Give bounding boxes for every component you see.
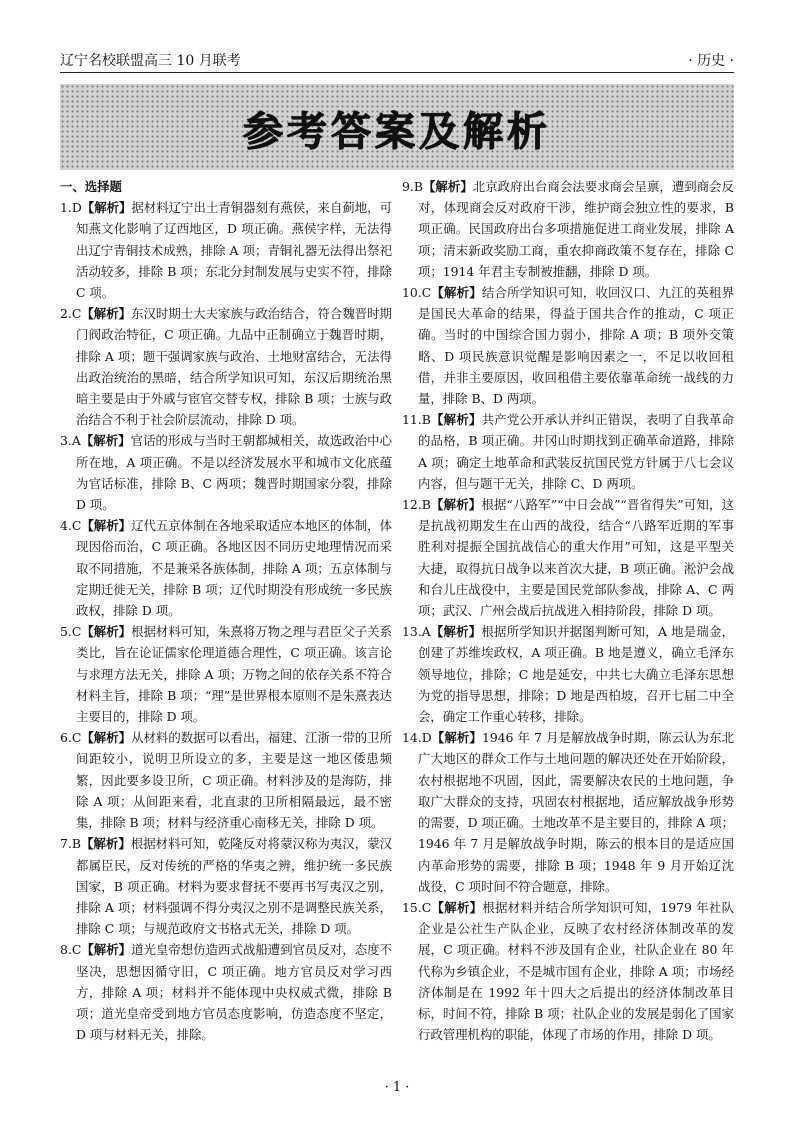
answer-item [402,897,734,1045]
answer-number: 8.C [60,942,82,958]
answer-text: 根据材料并结合所学知识可知，1979 年社队企业是公社生产队企业，反映了农村经济体制改革的发展，C 项正确。材料不涉及国有企业，社队企业在 80 年代称为乡镇企业，不是城市国有企业，排除 A 项；市场经济体制是在 1992 年十四大之后提出的经济体制改革目标，时间不符，排除 B 项；社队企业的发展是弱化了国家行政管理机构的职能，体现了市场的作用，排除 D 项。 [418,899,734,1043]
analysis-tag: 【解析】 [422,179,473,194]
answer-text: 辽代五京体制在各地采取适应本地区的体制，体现因俗而治，C 项正确。各地区因不同历史地理情况而采取不同措施，不是兼采各族体制，排除 A 项；五京体制与定期迁徙无关，排除 B 项；辽代时期没有形成统一多民族政权，排除 D 项。 [76,518,393,619]
answer-text: 从材料的数据可以看出，福建、江浙一带的卫所间距较小，说明卫所设立的多，主要是这一地区倭患频繁，因此要多设卫所，C 项正确。材料涉及的是海防，排除 A 项；从间距来看，北直隶的卫所相隔最远，最不密集，排除 B 项；材料与经济重心南移无关，排除 D 项。 [76,730,393,831]
answer-text: 东汉时期士大夫家族与政治结合，符合魏晋时期门阀政治特征，C 项正确。九品中正制确立于魏晋时期，排除 A 项；题干强调家族与政治、土地财富结合，无法得出政治统治的黑暗，结合所学知识可知，东汉后期统治黑暗主要是由于外戚与宦官交替专权，排除 B 项；士族与政治结合不利于社会阶层流动，排除 D 项。 [76,306,393,428]
answer-text: 据材料辽宁出土青铜器刻有燕侯，来自蓟地，可知燕文化影响了辽西地区，D 项正确。燕侯字样，无法得出辽宁青铜技术成熟，排除 A 项；青铜礼器无法得出祭祀活动较多，排除 B 项；东北分封制发展与史实不符，排除 C 项。 [76,200,392,301]
answer-number: 14.D [402,730,432,746]
answer-number: 9.B [402,179,423,194]
answer-item [60,621,392,727]
analysis-tag: 【解析】 [80,433,131,449]
answer-text: 共产党公开承认并纠正错误，表明了自我革命的品格，B 项正确。井冈山时期找到正确革命道路，排除 A 项；确定土地革命和武装反抗国民党方针属于八七会议内容，但与题干无关，排除 C、D 两项。 [418,412,735,491]
answer-number: 10.C [402,285,432,301]
answer-number: 6.C [60,730,82,746]
answer-number: 2.C [60,306,82,322]
analysis-tag: 【解析】 [81,942,132,958]
analysis-tag: 【解析】 [430,412,482,428]
answer-text: 根据“八路军”“中日会战”“晋省得失”可知，这是抗战初期发生在山西的战役，结合“八路军近期的军事胜利对提振全国抗战信心的重大作用”可知，这是平型关大捷，取得抗日战争以来首次大捷，B 项正确。淞沪会战和台儿庄战役中，主要是国民党部队参战，排除 A、C 两项；武汉、广州会战后抗战进入相持阶段，排除 D 项。 [418,497,734,619]
title-banner [60,84,734,170]
answer-text: 根据材料可知，朱熹将万物之理与君臣父子关系类比，旨在论证儒家伦理道德合理性，C 项正确。该言论与求理方法无关，排除 A 项；万物之间的依存关系不符合材料主旨，排除 B 项；“理”是世界根本原则不是朱熹表达主要目的，排除 D 项。 [76,624,393,725]
answer-item [402,282,734,409]
answer-text: 1946 年 7 月是解放战争时期，陈云认为东北广大地区的群众工作与土地问题的解决还处在开始阶段，农村根据地不巩固，因此，需要解决农民的土地问题，争取广大群众的支持，巩固农村根据地，适应解放战争形势的需要，D 项正确。土地改革不是主要目的，排除 A 项；1946 年 7 月是解放战争时期，陈云的根本目的是适应国内革命形势的需要，排除 B 项；1948 年 9 月开始辽沈战役，C 项时间不符合题意，排除。 [418,730,735,894]
answer-item [402,176,734,282]
answer-number: 7.B [60,836,81,852]
answer-item [402,727,734,897]
answer-item [60,939,392,1045]
answer-item [60,727,392,833]
analysis-tag: 【解析】 [80,836,131,852]
answer-item [402,409,734,494]
answer-number: 11.B [402,412,431,428]
answer-number: 1.D [60,200,82,216]
page-number: · 1 · [384,1080,410,1095]
section-title: 一、选择题 [60,179,122,194]
document-title: 参考答案及解析 [243,109,551,155]
analysis-tag: 【解析】 [81,518,132,534]
answer-number: 13.A [402,624,431,640]
answer-text: 道光皇帝想仿造西式战船遭到官员反对，态度不坚决，思想因循守旧，C 项正确。地方官员反对学习西方，排除 A 项；材料并不能体现中央权威式微，排除 B 项；道光皇帝受到地方官员态度影响，仿造态度不坚定，D 项与材料无关，排除。 [76,942,393,1043]
analysis-tag: 【解析】 [81,200,132,216]
analysis-tag: 【解析】 [430,497,482,513]
answer-item [60,303,392,430]
answer-item [402,621,734,727]
answer-item [60,430,392,515]
analysis-tag: 【解析】 [431,899,483,915]
analysis-tag: 【解析】 [430,624,482,640]
answer-number: 12.B [402,497,431,513]
analysis-tag: 【解析】 [431,730,482,746]
subject-label: · 历史 · [688,53,734,69]
answer-number: 15.C [402,899,432,915]
analysis-tag: 【解析】 [81,306,132,322]
answer-item [402,494,734,621]
exam-title: 辽宁名校联盟高三 10 月联考 [60,53,241,69]
answer-list-left [60,197,392,1045]
right-column [402,176,734,1045]
answer-number: 4.C [60,518,82,534]
answer-text: 官话的形成与当时王朝都城相关，故选政治中心所在地，A 项正确。不是以经济发展水平和城市文化底蕴为官话标准，排除 B、C 两项；魏晋时期国家分裂，排除 D 项。 [76,433,393,513]
page-header [60,48,734,73]
answer-list-right [402,176,734,1045]
analysis-tag: 【解析】 [81,624,132,640]
answer-text: 北京政府出台商会法要求商会呈禀，遭到商会反对，体现商会反对政府干涉，维护商会独立性的要求，B 项正确。民国政府出台多项措施促进工商业发展，排除 A 项；清末新政奖励工商，重农抑商政策不复存在，排除 C 项；1914 年君主专制被推翻，排除 D 项。 [418,179,735,279]
answer-text: 根据所学知识并据图判断可知，A 地是瑞金，创建了苏维埃政权，A 项正确。B 地是遵义，确立毛泽东领导地位，排除；C 地是延安，中共七大确立毛泽东思想为党的指导思想，排除；D 地是西柏坡，召开七届二中全会，确定工作重心转移，排除。 [418,624,734,725]
answer-item [60,197,392,303]
analysis-tag: 【解析】 [431,285,482,301]
left-column [60,176,392,1045]
analysis-tag: 【解析】 [81,730,132,746]
answer-number: 5.C [60,624,82,640]
answer-number: 3.A [60,433,81,449]
answer-item [60,515,392,621]
answer-item [60,833,392,939]
answer-text: 根据材料可知，乾隆反对将蒙汉称为夷汉，蒙汉都属臣民，反对传统的严格的华夷之辨，维护统一多民族国家，B 项正确。材料为要求督抚不要再书写夷汉之别，排除 A 项；材料强调不得分夷汉之别不是调整民族关系，排除 C 项；与规范政府文书格式无关，排除 D 项。 [76,836,393,937]
answer-text: 结合所学知识可知，收回汉口、九江的英租界是国民大革命的结果，得益于国共合作的推动，C 项正确。当时的中国综合国力弱小，排除 A 项；B 项外交策略、D 项民族意识觉醒是影响因素之一，不足以收回租借，并非主要原因，收回租借主要依靠革命统一战线的力量，排除 B、D 两项。 [418,285,735,407]
